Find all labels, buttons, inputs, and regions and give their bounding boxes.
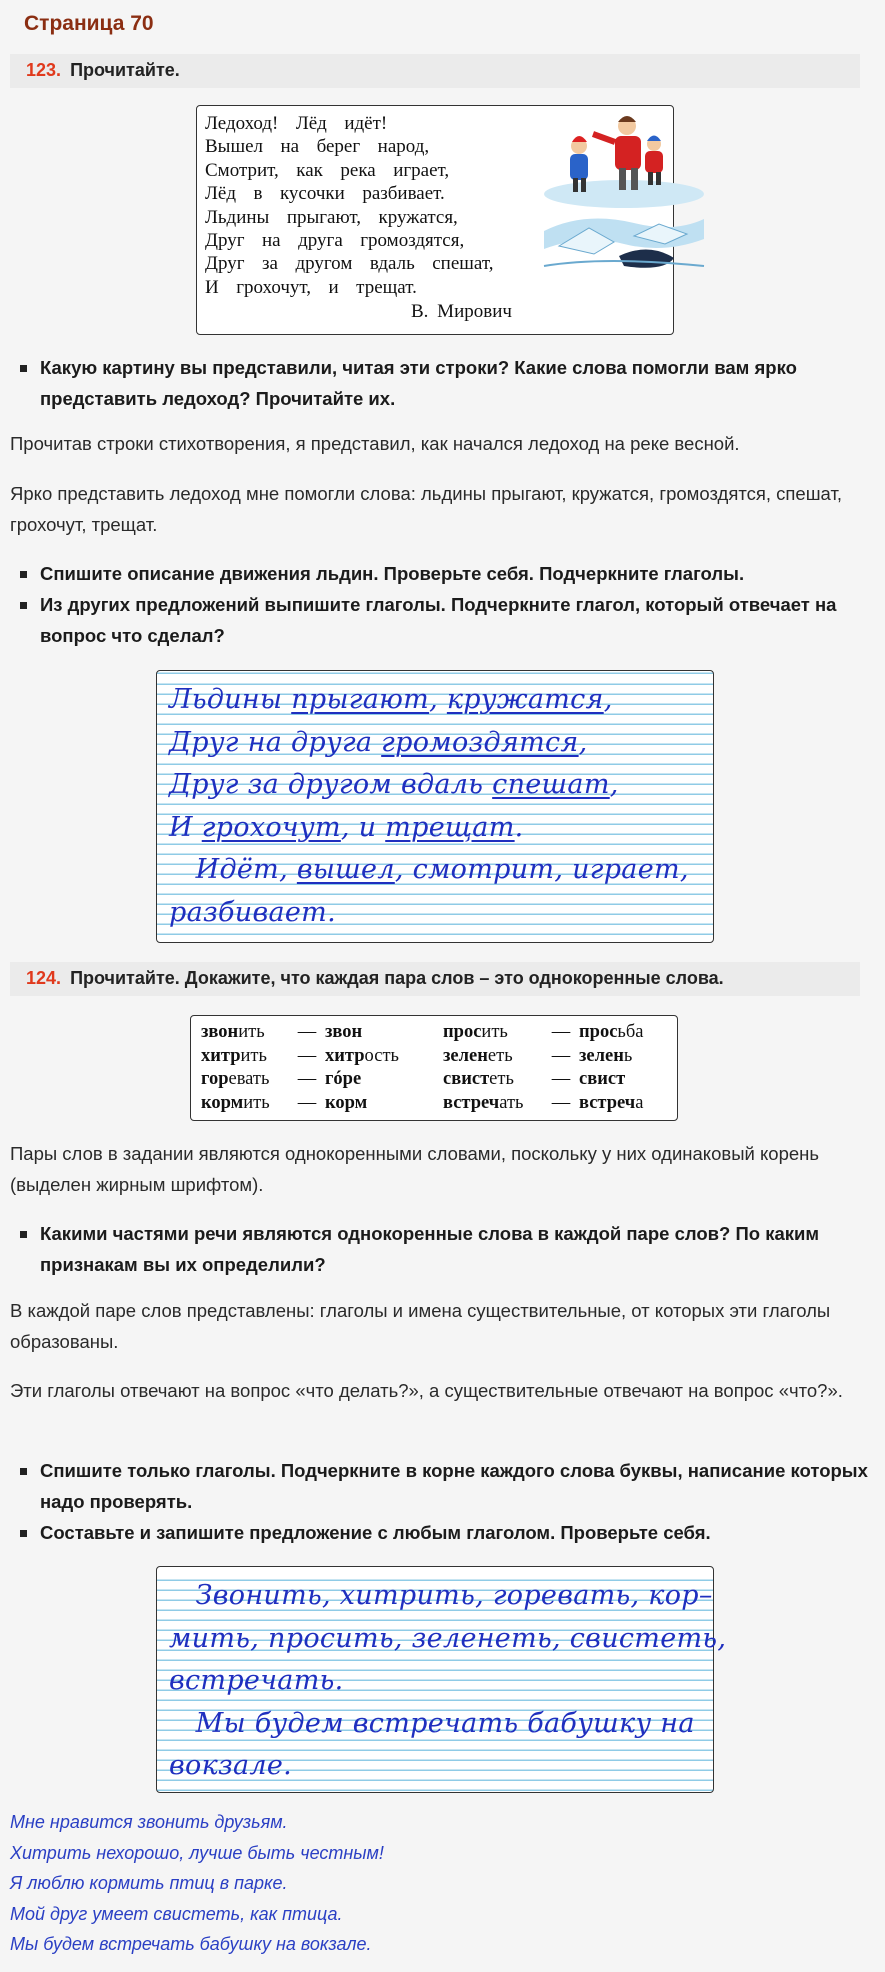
question: Составьте и запишите предложение с любым глаголом. Проверьте себя. — [18, 1517, 868, 1548]
answer-paragraph: Пары слов в задании являются однокоренными словами, поскольку у них одинаковый корень (выделен жирным шрифтом). — [10, 1143, 820, 1195]
task-123-question-list — [18, 352, 868, 414]
sentence: Мне нравится звонить друзьям. — [10, 1812, 288, 1832]
word-pairs-table — [201, 1022, 643, 1116]
sentence: Мой друг умеет свистеть, как птица. — [10, 1903, 343, 1924]
poem-text: Ледоход! Лёд идёт! Вышел на берег народ, Смотрит, как река играет, Лёд в кусочки разбивает. Льдины прыгают, кружатся, Друг на друга громоздятся, Друг за другом вдаль спешат, И грохочут, и трещат. — [205, 113, 494, 298]
task-number: 124. — [26, 968, 62, 988]
handwritten-text: Звонить, хитрить, горевать, кор– мить, просить, зеленеть, свистеть, встречать. Мы будем встречать бабушку на вокзале. — [169, 1580, 727, 1781]
question: Спишите только глаголы. Подчеркните в корне каждого слова буквы, написание которых надо проверять. — [18, 1455, 868, 1517]
task-124-question-list — [18, 1455, 868, 1548]
word-pairs-box — [190, 1015, 678, 1121]
task-number: 123. — [26, 60, 62, 80]
task-123-header — [10, 54, 860, 88]
task-title: Прочитайте. Докажите, что каждая пара слов – это однокоренные слова. — [70, 968, 724, 988]
task-123-question-list — [18, 558, 868, 651]
question: Спишите описание движения льдин. Проверьте себя. Подчеркните глаголы. — [18, 558, 868, 589]
answer-paragraph: Эти глаголы отвечают на вопрос «что делать?», а существительные отвечают на вопрос «что?». — [10, 1380, 843, 1401]
poem-author: В. Мирович — [411, 301, 512, 322]
handwriting-card — [156, 670, 714, 943]
sentence: Я люблю кормить птиц в парке. — [10, 1873, 288, 1894]
word-pair-row: хитрить — хитрость зеленеть — зелень — [201, 1045, 633, 1066]
word-pair-row: кормить — корм встречать — встреча — [201, 1092, 644, 1113]
word-pair-row: звонить — звон просить — просьба — [201, 1022, 644, 1042]
task-124-header — [10, 962, 860, 996]
poem-box — [196, 105, 674, 335]
handwriting-card — [156, 1566, 727, 1793]
answer-paragraph: Ярко представить ледоход мне помогли слова: льдины прыгают, кружатся, громоздятся, спешат, грохочут, трещат. — [10, 483, 843, 535]
answer-paragraph: Прочитав строки стихотворения, я представил, как начался ледоход на реке весной. — [10, 433, 740, 454]
example-sentences — [10, 1807, 384, 1960]
children-ice-drift-illustration — [539, 106, 709, 296]
sentence: Хитрить нехорошо, лучше быть честным! — [10, 1842, 384, 1863]
question: Какую картину вы представили, читая эти строки? Какие слова помогли вам ярко представить ледоход? Прочитайте их. — [18, 352, 868, 414]
question: Из других предложений выпишите глаголы. Подчеркните глагол, который отвечает на вопрос что сделал? — [18, 589, 868, 651]
task-title: Прочитайте. — [70, 60, 180, 80]
word-pair-row: горевать — гóре свистеть — свист — [201, 1069, 626, 1089]
handwritten-text: Льдины прыгают, кружатся, Друг на друга громоздятся, Друг за другом вдаль спешат, И грохочут, и трещат. Идёт, вышел, смотрит, играет, разбивает. — [169, 684, 689, 928]
sentence: Мы будем встречать бабушку на вокзале. — [10, 1934, 372, 1955]
answer-paragraph: В каждой паре слов представлены: глаголы и имена существительные, от которых эти глаголы образованы. — [10, 1300, 831, 1352]
task-124-question-list — [18, 1218, 868, 1280]
page-title: Страница 70 — [24, 12, 154, 35]
question: Какими частями речи являются однокоренные слова в каждой паре слов? По каким признакам вы их определили? — [18, 1218, 868, 1280]
